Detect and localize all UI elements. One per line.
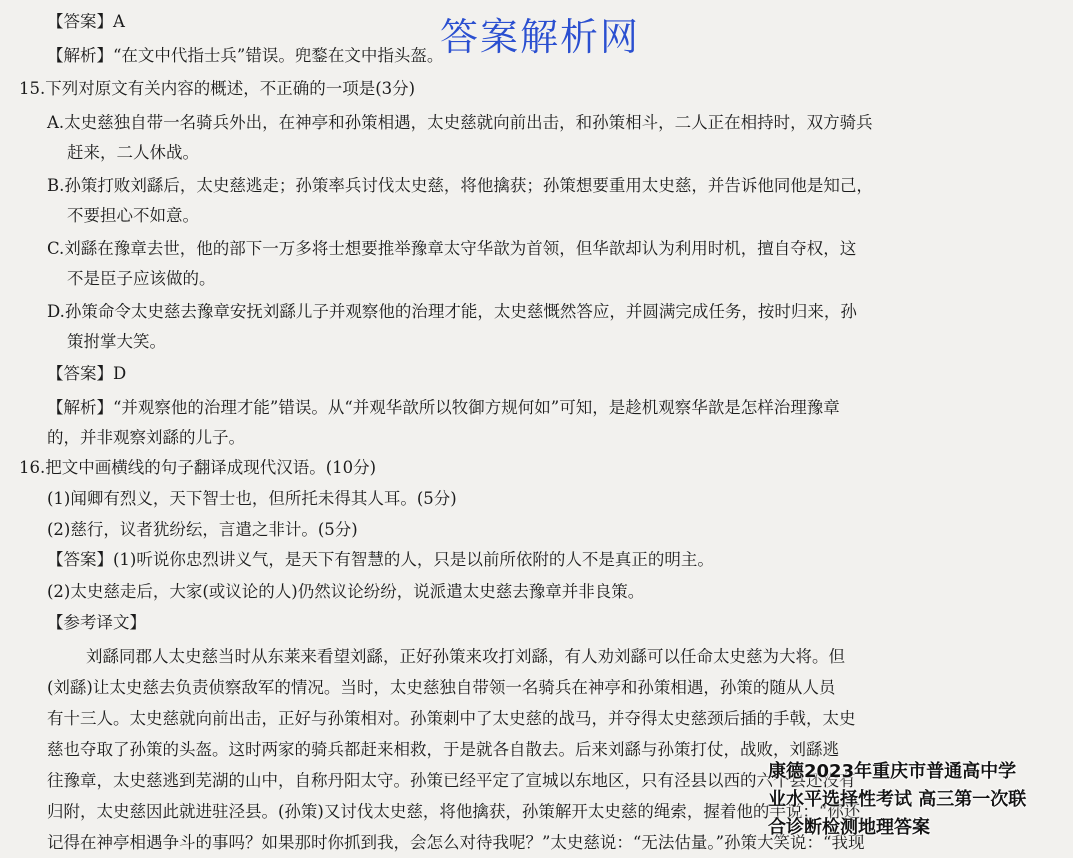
text-line: 的，并非观察刘繇的儿子。 bbox=[47, 428, 245, 447]
text-line: 有十三人。太史慈就向前出击，正好与孙策相对。孙策刺中了太史慈的战马，并夺得太史慈颈后插的手戟，太史 bbox=[47, 709, 856, 728]
text-line: 不是臣子应该做的。 bbox=[67, 269, 216, 288]
text-line: 不要担心不如意。 bbox=[67, 206, 199, 225]
overlay-caption bbox=[768, 758, 1068, 842]
text-line: 慈也夺取了孙策的头盔。这时两家的骑兵都赶来相救，于是就各自散去。后来刘繇与孙策打仗，战败，刘繇逃 bbox=[47, 740, 839, 759]
text-line: (2)慈行，议者犹纷纭，言遣之非计。(5分) bbox=[47, 520, 358, 539]
text-line: B.孙策打败刘繇后，太史慈逃走；孙策率兵讨伐太史慈，将他擒获；孙策想要重用太史慈，并告诉他同他是知己， bbox=[47, 176, 873, 195]
text-line: 【解析】“并观察他的治理才能”错误。从“并观华歆所以牧御方规何如”可知，是趁机观察华歆是怎样治理豫章 bbox=[47, 398, 840, 417]
text-line: 【解析】“在文中代指士兵”错误。兜鍪在文中指头盔。 bbox=[47, 46, 444, 65]
overlay-line-2: 业水平选择性考试 高三第一次联 bbox=[768, 789, 1027, 810]
text-line: (2)太史慈走后，大家(或议论的人)仍然议论纷纷，说派遣太史慈去豫章并非良策。 bbox=[47, 582, 645, 601]
text-line: 【参考译文】 bbox=[47, 613, 146, 632]
text-line: 往豫章，太史慈逃到芜湖的山中，自称丹阳太守。孙策已经平定了宣城以东地区，只有泾县以西的六个县还没有 bbox=[47, 771, 856, 790]
overlay-line-1: 康德2023年重庆市普通高中学 bbox=[768, 761, 1017, 782]
text-line: 16.把文中画横线的句子翻译成现代汉语。(10分) bbox=[19, 458, 377, 477]
text-line: C.刘繇在豫章去世，他的部下一万多将士想要推举豫章太守华歆为首领，但华歆却认为利用时机，擅自夺权，这 bbox=[47, 239, 857, 258]
text-line: (1)闻卿有烈义，天下智士也，但所托未得其人耳。(5分) bbox=[47, 489, 457, 508]
text-line: A.太史慈独自带一名骑兵外出，在神亭和孙策相遇，太史慈就向前出击，和孙策相斗，二人正在相持时，双方骑兵 bbox=[47, 113, 873, 132]
text-line: 赶来，二人休战。 bbox=[67, 143, 199, 162]
text-line: 刘繇同郡人太史慈当时从东莱来看望刘繇，正好孙策来攻打刘繇，有人劝刘繇可以任命太史慈为大将。但 bbox=[86, 647, 845, 666]
text-line: 【答案】A bbox=[47, 12, 125, 31]
text-line: 归附，太史慈因此就进驻泾县。(孙策)又讨伐太史慈，将他擒获，孙策解开太史慈的绳索，握着他的手说：“你还 bbox=[47, 802, 861, 821]
text-line: D.孙策命令太史慈去豫章安抚刘繇儿子并观察他的治理才能，太史慈慨然答应，并圆满完成任务，按时归来，孙 bbox=[47, 302, 857, 321]
text-line: 15.下列对原文有关内容的概述，不正确的一项是(3分) bbox=[19, 79, 416, 98]
text-line: 【答案】(1)听说你忠烈讲义气，是天下有智慧的人，只是以前所依附的人不是真正的明主。 bbox=[47, 550, 714, 569]
text-line: 记得在神亭相遇争斗的事吗？如果那时你抓到我，会怎么对待我呢？”太史慈说：“无法估量。”孙策大笑说：“我现 bbox=[47, 833, 865, 852]
watermark-text: 答案解析网 bbox=[440, 15, 641, 59]
text-line: 策拊掌大笑。 bbox=[67, 332, 166, 351]
text-line: (刘繇)让太史慈去负责侦察敌军的情况。当时，太史慈独自带领一名骑兵在神亭和孙策相遇，孙策的随从人员 bbox=[47, 678, 836, 697]
overlay-line-3: 合诊断检测地理答案 bbox=[768, 817, 930, 838]
text-line: 【答案】D bbox=[47, 364, 127, 383]
